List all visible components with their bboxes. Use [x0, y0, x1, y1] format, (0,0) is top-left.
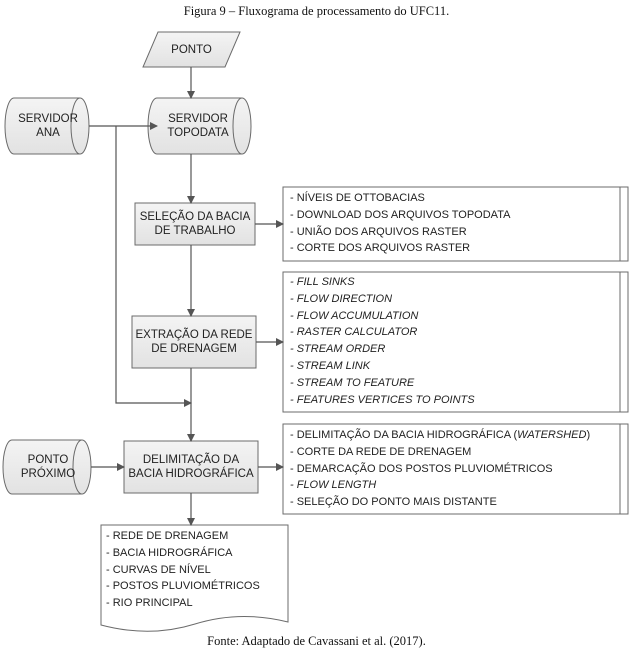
node-extracao-rede-line1: EXTRAÇÃO DA REDE [135, 329, 253, 341]
node-delimitacao-bacia [124, 441, 258, 493]
list-item: - STREAM TO FEATURE [290, 376, 415, 389]
node-servidor-topodata-line2: TOPODATA [167, 127, 229, 139]
node-extracao-rede [132, 316, 256, 368]
figure-caption: Figura 9 – Fluxograma de processamento do UFC11. [183, 4, 450, 18]
node-selecao-bacia-line1: SELEÇÃO DA BACIA [139, 211, 251, 223]
node-selecao-bacia [135, 203, 255, 245]
node-servidor-topodata-line1: SERVIDOR [168, 113, 228, 125]
list-item: - FLOW ACCUMULATION [290, 309, 419, 322]
list-item: - NÍVEIS DE OTTOBACIAS [290, 192, 425, 204]
list-extracao [290, 274, 475, 408]
list-item: - RIO PRINCIPAL [106, 597, 193, 610]
list-item: - STREAM ORDER [290, 343, 386, 356]
list-item: - DEMARCAÇÃO DOS POSTOS PLUVIOMÉTRICOS [290, 462, 553, 475]
list-item: - BACIA HIDROGRÁFICA [106, 546, 233, 559]
list-item: - CORTE DA REDE DE DRENAGEM [290, 445, 472, 458]
list-item: - CORTE DOS ARQUIVOS RASTER [290, 242, 471, 255]
node-selecao-bacia-line2: DE TRABALHO [154, 225, 236, 237]
list-delimitacao [290, 427, 590, 511]
node-servidor-ana [8, 98, 88, 154]
list-item-watershed: WATERSHED [517, 429, 587, 441]
figure-source: Fonte: Adaptado de Cavassani et al. (2017). [207, 634, 426, 648]
list-selecao [290, 190, 510, 257]
list-item: - DOWNLOAD DOS ARQUIVOS TOPODATA [290, 208, 511, 221]
list-item: - CURVAS DE NÍVEL [106, 563, 211, 576]
node-ponto-proximo-line1: PONTO [27, 454, 69, 466]
node-ponto-proximo-line2: PRÓXIMO [20, 468, 76, 480]
list-item: - FLOW DIRECTION [290, 292, 393, 305]
node-servidor-topodata [150, 98, 246, 154]
list-item: - SELEÇÃO DO PONTO MAIS DISTANTE [290, 496, 497, 509]
node-delimitacao-bacia-line1: DELIMITAÇÃO DA [142, 454, 240, 466]
node-extracao-rede-line2: DE DRENAGEM [151, 343, 237, 355]
list-item: - STREAM LINK [290, 359, 371, 372]
list-item: - RASTER CALCULATOR [290, 326, 418, 339]
list-item: - POSTOS PLUVIOMÉTRICOS [106, 580, 260, 593]
node-delimitacao-bacia-line2: BACIA HIDROGRÁFICA [128, 468, 254, 480]
list-item-paren: ) [586, 429, 591, 441]
list-item-text: - DELIMITAÇÃO DA BACIA HIDROGRÁFICA ( [290, 429, 518, 441]
list-item [290, 427, 590, 444]
list-item: - FEATURES VERTICES TO POINTS [290, 393, 475, 406]
node-ponto: PONTO [171, 43, 212, 56]
list-item: - REDE DE DRENAGEM [106, 530, 229, 542]
node-ponto-proximo [6, 440, 90, 494]
node-servidor-ana-line1: SERVIDOR [18, 113, 78, 125]
node-servidor-ana-line2: ANA [36, 127, 60, 139]
list-item: - UNIÃO DOS ARQUIVOS RASTER [290, 225, 467, 238]
list-item: - FILL SINKS [290, 276, 355, 288]
list-output [106, 528, 260, 612]
list-item: - FLOW LENGTH [290, 479, 377, 492]
